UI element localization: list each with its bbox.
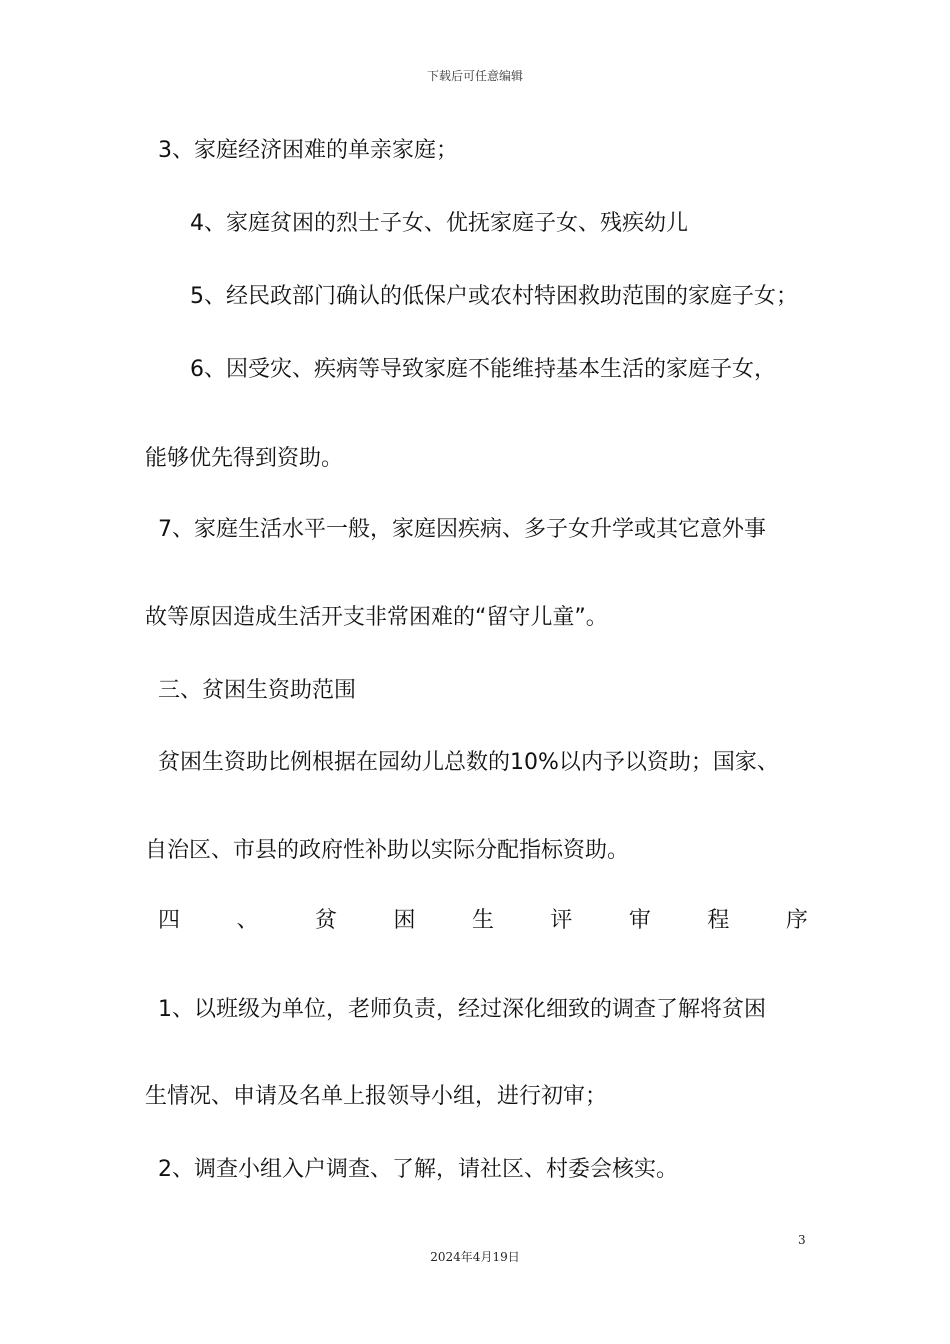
paragraph-line: 3、家庭经济困难的单亲家庭； (158, 138, 458, 163)
heading-char: 审 (628, 908, 651, 933)
paragraph-line: 1、以班级为单位，老师负责，经过深化细致的调查了解将贫困 (158, 997, 766, 1022)
paragraph-line: 自治区、市县的政府性补助以实际分配指标资助。 (145, 838, 630, 863)
heading-char: 生 (471, 908, 494, 933)
paragraph-line: 贫困生资助比例根据在园幼儿总数的10%以内予以资助；国家、 (158, 750, 779, 775)
heading-char: 序 (785, 908, 808, 933)
page-footer-date: 2024年4月19日 (430, 1250, 520, 1264)
heading-char: 四 (158, 908, 181, 933)
heading-char: 程 (707, 908, 730, 933)
heading-char: 贫 (314, 908, 337, 933)
page-number: 3 (798, 1233, 806, 1247)
section-heading-spaced (158, 906, 808, 936)
heading-char: 、 (236, 908, 259, 933)
heading-char: 评 (550, 908, 573, 933)
paragraph-line: 生情况、申请及名单上报领导小组，进行初审； (145, 1084, 608, 1109)
paragraph-line: 7、家庭生活水平一般，家庭因疾病、多子女升学或其它意外事 (158, 517, 766, 542)
paragraph-line: 4、家庭贫困的烈士子女、优抚家庭子女、残疾幼儿 (190, 211, 688, 236)
paragraph-line: 故等原因造成生活开支非常困难的“留守儿童”。 (145, 605, 608, 630)
section-heading: 三、贫困生资助范围 (158, 678, 357, 703)
heading-char: 困 (393, 908, 416, 933)
paragraph-line: 能够优先得到资助。 (145, 446, 344, 471)
page-header: 下载后可任意编辑 (426, 69, 523, 83)
paragraph-line: 5、经民政部门确认的低保户或农村特困救助范围的家庭子女； (190, 284, 798, 309)
paragraph-line: 2、调查小组入户调查、了解，请社区、村委会核实。 (158, 1157, 678, 1182)
paragraph-line: 6、因受灾、疾病等导致家庭不能维持基本生活的家庭子女， (190, 357, 776, 382)
